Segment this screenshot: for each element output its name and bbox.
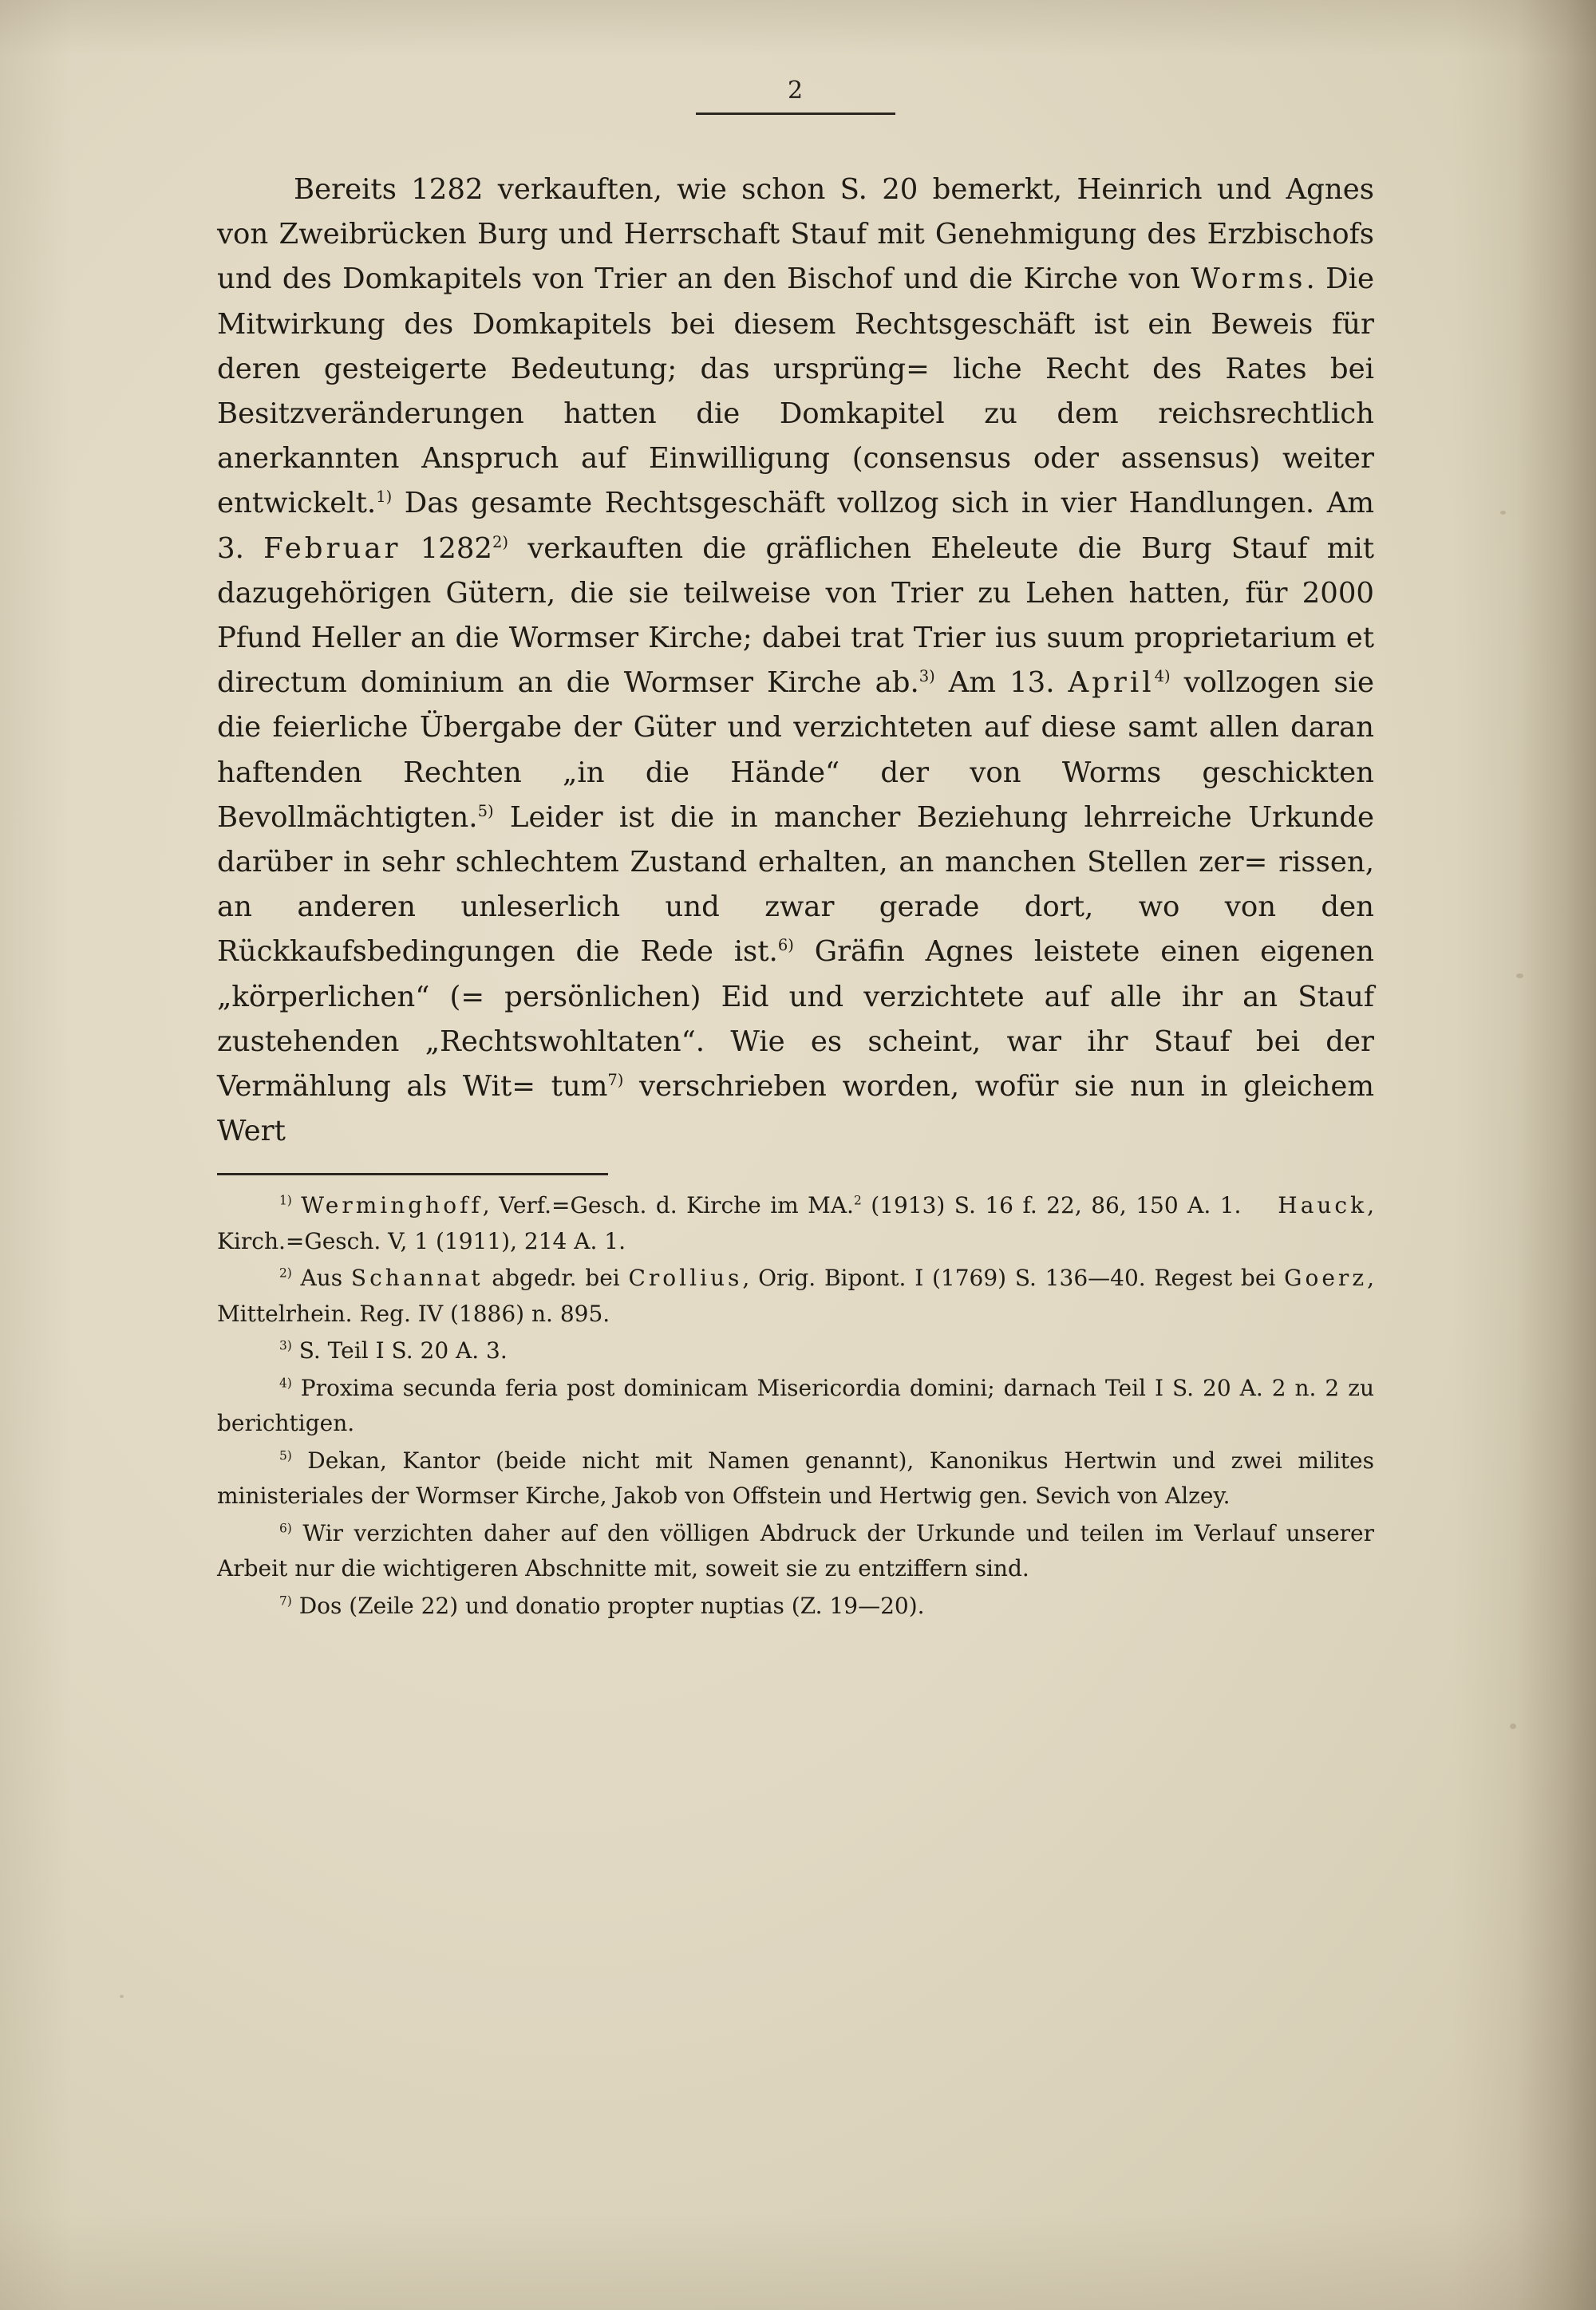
page-top-shadow xyxy=(0,0,1596,56)
footnote-item: $^{1)}$ Werminghoff, Verf.=Gesch. d. Kirche im MA.$^2$ (1913) S. 16 f. 22, 86, 150 A. 1. Hauck, Kirch.=Gesch. V, 1 (1911), 214 A. 1. xyxy=(217,1192,1374,1254)
footnote-item: $^{5)}$ Dekan, Kantor (beide nicht mit Namen genannt), Kanonikus Hertwin und zwei milites ministeriales der Wormser Kirche, Jakob von Offstein und Hertwig gen. Sevich von Alzey. xyxy=(217,1447,1374,1510)
body-text xyxy=(217,168,1374,1154)
paper-speck xyxy=(1510,1724,1516,1729)
footnote-separator-rule xyxy=(217,1173,608,1175)
page-number: 2 xyxy=(787,77,804,105)
paper-speck xyxy=(1500,511,1506,515)
footnote-item: $^{7)}$ Dos (Zeile 22) und donatio propter nuptias (Z. 19—20). xyxy=(279,1592,925,1619)
paper-speck xyxy=(120,1995,124,1998)
paper-speck xyxy=(1516,973,1523,978)
page-content xyxy=(217,77,1374,1625)
footnote-item: $^{6)}$ Wir verzichten daher auf den völligen Abdruck der Urkunde und teilen im Verlauf unserer Arbeit nur die wichtigeren Abschnitte mit, soweit sie zu entziffern sind. xyxy=(217,1519,1374,1582)
page-gutter-shadow xyxy=(1452,0,1596,2310)
footnote-item: $^{2)}$ Aus Schannat abgedr. bei Crollius, Orig. Bipont. I (1769) S. 136—40. Regest bei Goerz, Mittelrhein. Reg. IV (1886) n. 895. xyxy=(217,1265,1374,1327)
footnotes-block xyxy=(217,1188,1374,1624)
footnote-item: $^{4)}$ Proxima secunda feria post dominicam Misericordia domini; darnach Teil I S. 20 A. 2 n. 2 zu berichtigen. xyxy=(217,1374,1374,1437)
body-paragraph: Bereits 1282 verkauften, wie schon S. 20 bemerkt, Heinrich und Agnes von Zweibrücken Burg und Herrschaft Stauf mit Genehmigung des Erzbischofs und des Domkapitels von Trier an den Bischof und die Kirche von Worms. Die Mitwirkung des Domkapitels bei diesem Rechtsgeschäft ist ein Beweis für deren gesteigerte Bedeutung; das ursprüng= liche Recht des Rates bei Besitzveränderungen hatten die Domkapitel zu dem reichsrechtlich anerkannten Anspruch auf Einwilligung (consensus oder assensus) weiter entwickelt.$^{1)}$ Das gesamte Rechtsgeschäft vollzog sich in vier Handlungen. Am 3. Februar 1282$^{2)}$ verkauften die gräflichen Eheleute die Burg Stauf mit dazugehörigen Gütern, die sie teilweise von Trier zu Lehen hatten, für 2000 Pfund Heller an die Wormser Kirche; dabei trat Trier ius suum proprietarium et directum dominium an die Wormser Kirche ab.$^{3)}$ Am 13. April$^{4)}$ vollzogen sie die feierliche Übergabe der Güter und verzichteten auf diese samt allen daran haftenden Rechten „in die Hände“ der von Worms geschickten Bevollmächtigten.$^{5)}$ Leider ist die in mancher Beziehung lehrreiche Urkunde darüber in sehr schlechtem Zustand erhalten, an manchen Stellen zer= rissen, an anderen unleserlich und zwar gerade dort, wo von den Rückkaufsbedingungen die Rede ist.$^{6)}$ Gräfin Agnes leistete einen eigenen „körperlichen“ (= persönlichen) Eid und verzichtete auf alle ihr an Stauf zustehenden „Rechtswohltaten“. Wie es scheint, war ihr Stauf bei der Vermählung als Wit= tum$^{7)}$ verschrieben worden, wofür sie nun in gleichem Wert xyxy=(217,173,1375,1148)
page-bottom-shadow xyxy=(0,2214,1596,2310)
footnote-item: $^{3)}$ S. Teil I S. 20 A. 3. xyxy=(279,1337,508,1364)
page-left-shadow xyxy=(0,0,72,2310)
header-rule xyxy=(696,113,895,115)
